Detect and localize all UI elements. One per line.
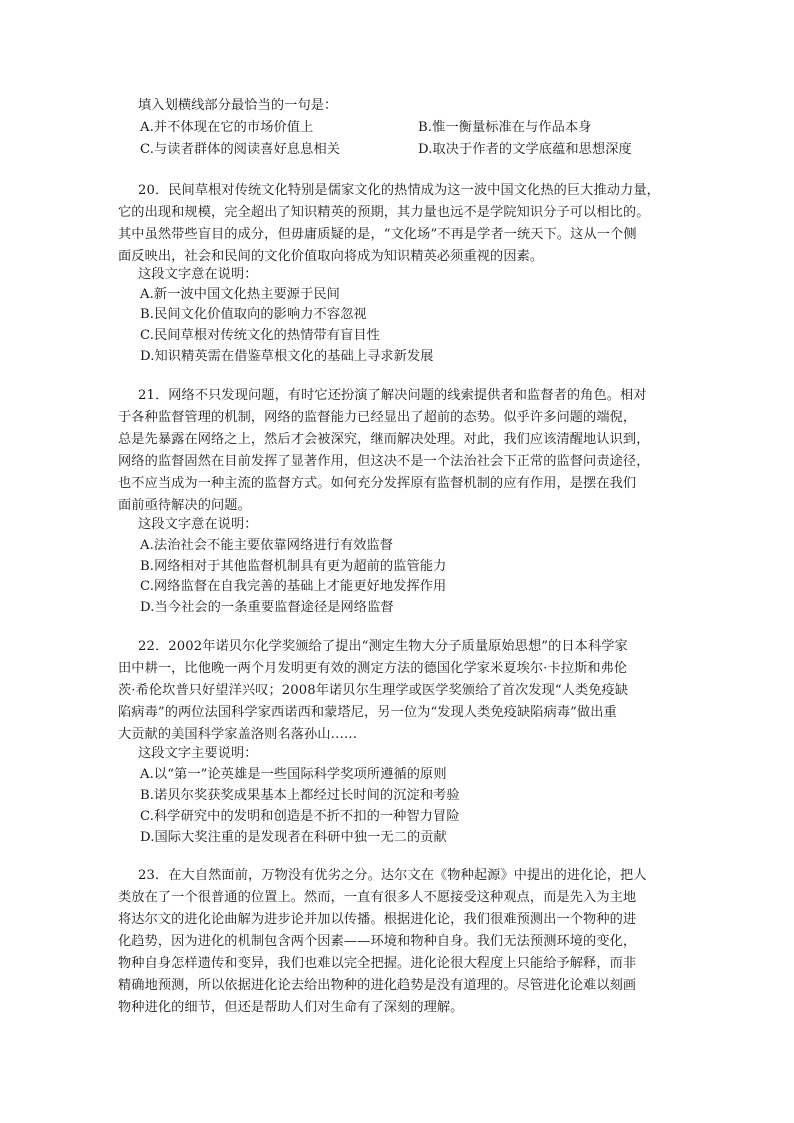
q22-option-d: D.国际大奖注重的是发现者在科研中独一无二的贡献 — [140, 830, 447, 845]
q22-line-2: 田中耕一，比他晚一两个月发明更有效的测定方法的德国化学家米夏埃尔·卡拉斯和弗伦 — [118, 661, 628, 676]
q22-option-b: B.诺贝尔奖获奖成果基本上都经过长时间的沉淀和考验 — [140, 788, 460, 803]
q20-line-2: 它的出现和规模，完全超出了知识精英的预期，其力量也远不是学院知识分子可以相比的。 — [118, 205, 650, 220]
q22-option-a: A.以“第一”论英雄是一些国际科学奖项所遵循的原则 — [140, 767, 447, 782]
q22-option-c: C.科学研究中的发明和创造是不折不扣的一种智力冒险 — [140, 809, 460, 824]
q19-prompt: 填入划横线部分最恰当的一句是： — [138, 98, 338, 113]
q19-option-d: D.取决于作者的文学底蕴和思想深度 — [418, 142, 632, 157]
q19-option-a: A.并不体现在它的市场价值上 — [140, 120, 314, 135]
q23-line-5: 物种自身怎样遗传和变异，我们也难以完全把握。进化论很大程度上只能给予解释，而非 — [118, 956, 637, 971]
q21-prompt: 这段文字意在说明： — [138, 517, 258, 532]
q20-line-3: 其中虽然带些盲目的成分，但毋庸质疑的是，“文化场”不再是学者一统天下。这从一个侧 — [118, 227, 637, 242]
q23-line-4: 化趋势，因为进化的机制包含两个因素——环境和物种自身。我们无法预测环境的变化， — [118, 934, 637, 949]
q20-prompt: 这段文字意在说明： — [138, 267, 258, 282]
q20-line-1: 20．民间草根对传统文化特别是儒家文化的热情成为这一波中国文化热的巨大推动力量， — [138, 183, 660, 198]
q21-line-4: 网络的监督固然在目前发挥了显著作用，但这决不是一个法治社会下正常的监督问责途径， — [118, 454, 650, 469]
q22-line-1: 22．2002年诺贝尔化学奖颁给了提出“测定生物大分子质量原始思想”的日本科学家 — [138, 639, 628, 654]
q20-option-a: A.新一波中国文化热主要源于民间 — [140, 287, 340, 302]
q21-option-d: D.当今社会的一条重要监督途径是网络监督 — [140, 600, 394, 615]
q23-line-7: 物种进化的细节，但还是帮助人们对生命有了深刻的理解。 — [118, 1000, 464, 1015]
q20-option-d: D.知识精英需在借鉴草根文化的基础上寻求新发展 — [140, 349, 434, 364]
q23-line-6: 精确地预测，所以依据进化论去给出物种的进化趋势是没有道理的。尽管进化论难以刻画 — [118, 978, 637, 993]
q21-line-2: 于各种监督管理的机制，网络的监督能力已经显出了超前的态势。似乎许多问题的端倪， — [118, 410, 637, 425]
q22-line-3: 茨·希伦坎普只好望洋兴叹；2008年诺贝尔生理学或医学奖颁给了首次发现“人类免疫缺 — [118, 683, 629, 698]
q22-prompt: 这段文字主要说明： — [138, 746, 258, 761]
q23-line-3: 将达尔文的进化论曲解为进步论并加以传播。根据进化论，我们很难预测出一个物种的进 — [118, 912, 637, 927]
q23-line-1: 23．在大自然面前，万物没有优劣之分。达尔文在《物种起源》中提出的进化论，把人 — [138, 868, 647, 883]
q23-line-2: 类放在了一个很普通的位置上。然而，一直有很多人不愿接受这种观点，而是先入为主地 — [118, 890, 637, 905]
q21-option-a: A.法治社会不能主要依靠网络进行有效监督 — [140, 538, 394, 553]
q19-option-b: B.惟一衡量标准在与作品本身 — [418, 120, 592, 135]
q22-line-5: 大贡献的美国科学家盖洛则名落孙山…… — [118, 727, 358, 742]
q22-line-4: 陷病毒”的两位法国科学家西诺西和蒙塔尼，另一位为“发现人类免疫缺陷病毒”做出重 — [118, 705, 617, 720]
q21-option-c: C.网络监督在自我完善的基础上才能更好地发挥作用 — [140, 579, 447, 594]
q20-option-c: C.民间草根对传统文化的热情带有盲目性 — [140, 328, 380, 343]
q21-option-b: B.网络相对于其他监督机制具有更为超前的监管能力 — [140, 559, 447, 574]
q21-line-6: 面前亟待解决的问题。 — [118, 498, 251, 513]
q20-line-4: 面反映出，社会和民间的文化价值取向将成为知识精英必须重视的因素。 — [118, 249, 544, 264]
q21-line-5: 也不应当成为一种主流的监督方式。如何充分发挥原有监督机制的应有作用，是摆在我们 — [118, 476, 637, 491]
q19-option-c: C.与读者群体的阅读喜好息息相关 — [140, 142, 341, 157]
q20-option-b: B.民间文化价值取向的影响力不容忽视 — [140, 307, 367, 322]
q21-line-1: 21．网络不只发现问题，有时它还扮演了解决问题的线索提供者和监督者的角色。相对 — [138, 388, 647, 403]
q21-line-3: 总是先暴露在网络之上，然后才会被深究，继而解决处理。对此，我们应该清醒地认识到， — [118, 432, 650, 447]
